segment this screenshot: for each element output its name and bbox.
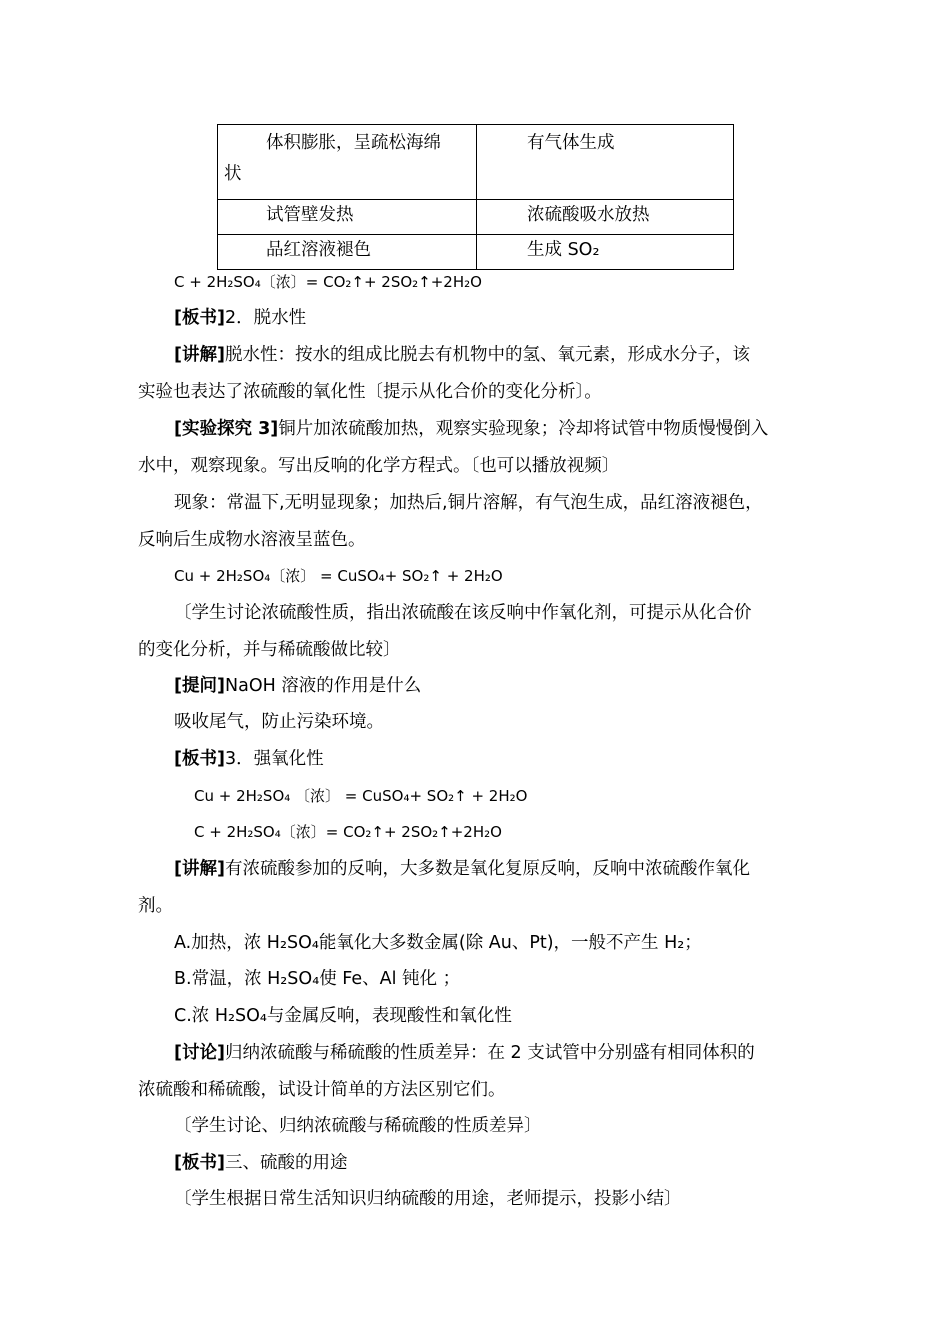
paragraph-text: 有浓硫酸参加的反响，大多数是氧化复原反响，反响中浓硫酸作氧化	[225, 859, 750, 879]
cell-text: 品红溶液褪色	[266, 240, 371, 260]
paragraph-line: 水中，观察现象。写出反响的化学方程式。〔也可以播放视频〕	[138, 456, 620, 476]
tag-label: [讲解]	[174, 345, 225, 365]
lecture-paragraph	[138, 856, 854, 882]
table-row	[218, 200, 734, 235]
experiment-paragraph	[138, 416, 854, 442]
discussion-note: 〔学生讨论浓硫酸性质，指出浓硫酸在该反响中作氧化剂，可提示从化合价	[174, 603, 752, 623]
tag-label: [板书]	[174, 749, 225, 769]
discussion-paragraph	[138, 1040, 854, 1066]
equation-copper: Cu + 2H₂SO₄ 〔浓〕 = CuSO₄+ SO₂↑ + 2H₂O	[194, 787, 528, 805]
paragraph-line: 的变化分析，并与稀硫酸做比较〕	[138, 640, 401, 660]
final-note: 〔学生根据日常生活知识归纳硫酸的用途，老师提示，投影小结〕	[174, 1189, 682, 1209]
cell-text: 状	[224, 164, 242, 184]
table-cell-phenomenon	[218, 200, 477, 235]
tag-label: [板书]	[174, 1153, 225, 1173]
question-text: NaOH 溶液的作用是什么	[225, 676, 422, 696]
board-heading-uses	[138, 1150, 854, 1176]
board-heading-dehydration	[138, 305, 854, 331]
table-row	[218, 235, 734, 270]
heading-text: 2．脱水性	[225, 308, 307, 328]
paragraph-text: 归纳浓硫酸与稀硫酸的性质差异：在 2 支试管中分别盛有相同体积的	[225, 1043, 755, 1063]
table-cell-explanation: 有气体生成	[477, 125, 734, 200]
equation-carbon: C + 2H₂SO₄〔浓〕= CO₂↑+ 2SO₂↑+2H₂O	[174, 273, 482, 291]
table-cell-explanation: 生成 SO₂	[477, 235, 734, 270]
paragraph-line: 浓硫酸和稀硫酸，试设计简单的方法区别它们。	[138, 1080, 506, 1100]
table-cell-explanation: 浓硫酸吸水放热	[477, 200, 734, 235]
discussion-note: 〔学生讨论、归纳浓硫酸与稀硫酸的性质差异〕	[174, 1116, 542, 1136]
paragraph-line: 实验也表达了浓硫酸的氧化性〔提示从化合价的变化分析〕。	[138, 382, 602, 402]
observation-table	[217, 124, 734, 270]
point-a: A.加热，浓 H₂SO₄能氧化大多数金属(除 Au、Pt)，一般不产生 H₂；	[174, 933, 702, 953]
board-heading-oxidizing	[138, 746, 854, 772]
equation-carbon: C + 2H₂SO₄〔浓〕= CO₂↑+ 2SO₂↑+2H₂O	[194, 823, 502, 841]
phenomenon-paragraph: 现象：常温下,无明显现象；加热后,铜片溶解，有气泡生成，品红溶液褪色，	[174, 493, 763, 513]
answer-text: 吸收尾气，防止污染环境。	[174, 712, 384, 732]
tag-label: [板书]	[174, 308, 225, 328]
table-cell-phenomenon	[218, 235, 477, 270]
tag-label: [实验探究 3]	[174, 419, 279, 439]
point-b: B.常温，浓 H₂SO₄使 Fe、Al 钝化 ；	[174, 969, 461, 989]
paragraph-text: 铜片加浓硫酸加热，观察实验现象；冷却将试管中物质慢慢倒入	[278, 419, 769, 439]
heading-text: 3．强氧化性	[225, 749, 324, 769]
tag-label: [讨论]	[174, 1043, 225, 1063]
point-c: C.浓 H₂SO₄与金属反响，表现酸性和氧化性	[174, 1006, 512, 1026]
paragraph-line: 反响后生成物水溶液呈蓝色。	[138, 530, 366, 550]
cell-text: 体积膨胀，呈疏松海绵	[266, 133, 441, 153]
lecture-paragraph	[138, 342, 854, 368]
heading-text: 三、硫酸的用途	[225, 1153, 348, 1173]
equation-copper: Cu + 2H₂SO₄〔浓〕 = CuSO₄+ SO₂↑ + 2H₂O	[174, 567, 503, 585]
paragraph-line: 剂。	[138, 896, 173, 916]
tag-label: [讲解]	[174, 859, 225, 879]
question-paragraph	[138, 673, 854, 699]
table-row	[218, 125, 734, 200]
tag-label: [提问]	[174, 676, 225, 696]
table-cell-phenomenon	[218, 125, 477, 200]
paragraph-text: 脱水性：按水的组成比脱去有机物中的氢、氧元素，形成水分子，该	[225, 345, 750, 365]
cell-text: 试管壁发热	[266, 205, 354, 225]
